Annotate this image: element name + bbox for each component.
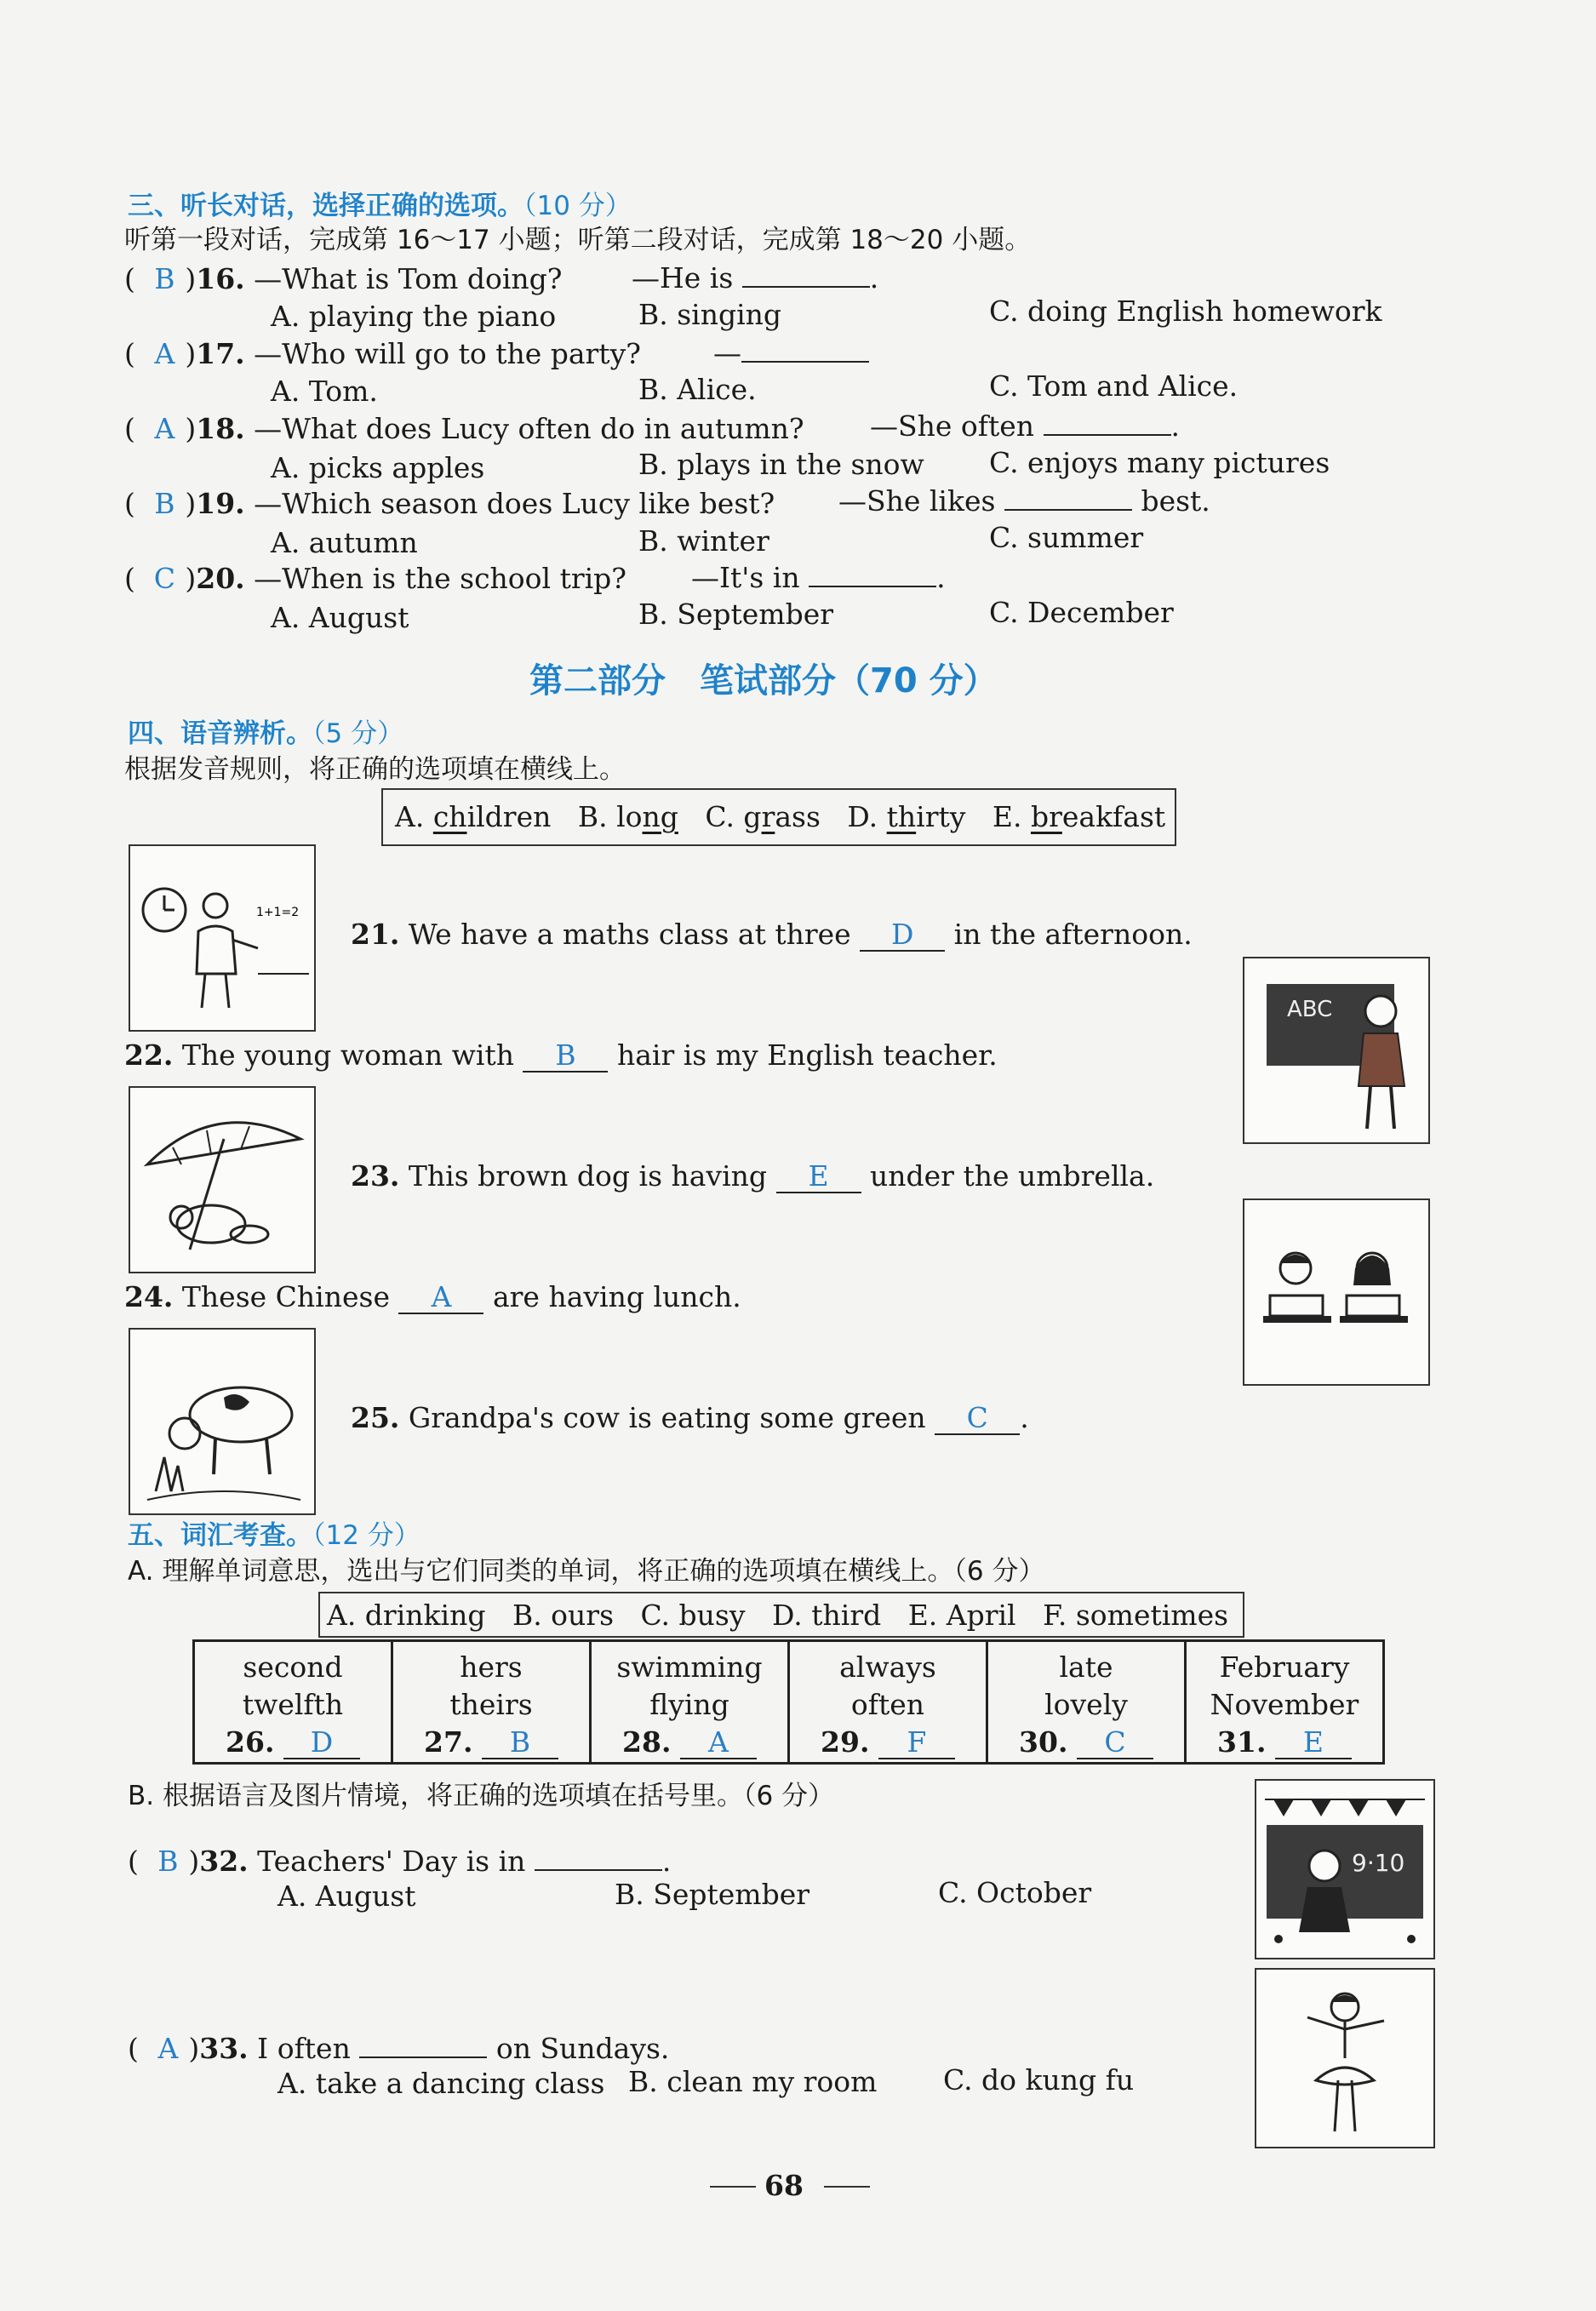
page-number-dash-left (710, 2186, 756, 2188)
vocab-cell-26: second twelfth 26. D (194, 1641, 392, 1764)
section5-part-b: B. 根据语言及图片情境，将正确的选项填在括号里。（6 分） (128, 1781, 835, 1811)
q33-option-c: C. do kung fu (943, 2063, 1135, 2096)
vocab-options-box (318, 1592, 1244, 1638)
section4-title: 四、语音辨析。（5 分） (128, 718, 404, 749)
children-lunch-drawing (1244, 1200, 1428, 1384)
picture-teacher-board (1243, 957, 1430, 1144)
picture-dog-umbrella (129, 1086, 316, 1273)
picture-dancer (1255, 1968, 1435, 2148)
listening-q19: ( B )19. —Which season does Lucy like best? (124, 487, 775, 520)
vocab-cell-27: hers theirs 27. B (392, 1641, 591, 1764)
answer-blank[interactable] (1004, 483, 1132, 511)
teacher-clock-drawing (130, 846, 314, 1030)
phonics-q25: 25. Grandpa's cow is eating some green C . (351, 1401, 1029, 1434)
answer-blank[interactable] (742, 260, 870, 288)
q33-option-b: B. clean my room (628, 2065, 878, 2098)
listening-q17: ( A )17. —Who will go to the party? (124, 337, 641, 370)
listening-q18: ( A )18. —What does Lucy often do in autumn? (124, 412, 804, 445)
q17-option-a: A. Tom. (271, 375, 378, 408)
q18-option-a: A. picks apples (271, 451, 485, 484)
q17-option-b: B. Alice. (638, 373, 757, 406)
phonics-q22: 22. The young woman with B hair is my English teacher. (124, 1038, 998, 1072)
answer-blank[interactable] (1044, 409, 1171, 436)
q32-option-c: C. October (938, 1876, 1092, 1909)
vocab-cell-28: swimming flying 28. A (591, 1641, 789, 1764)
q20-option-a: A. August (271, 601, 409, 634)
board-letters: ABC (1287, 997, 1333, 1022)
page-number: 68 (764, 2169, 804, 2202)
phonics-option-b: B. long (577, 800, 678, 833)
listening-q19-reply: —She likes best. (838, 484, 1210, 518)
page-number-dash-right (824, 2186, 870, 2188)
phonics-q23: 23. This brown dog is having E under the umbrella. (351, 1159, 1155, 1193)
vocab-options (327, 1599, 1228, 1633)
section5-part-a: A. 理解单词意思，选出与它们同类的单词，将正确的选项填在横线上。（6 分） (128, 1556, 1045, 1587)
vocab-cell-30: late lovely 30. C (987, 1641, 1186, 1764)
listening-q20: ( C )20. —When is the school trip? (124, 562, 626, 595)
section4-instruction: 根据发音规则，将正确的选项填在横线上。 (124, 754, 626, 785)
listening-q17-reply: — (713, 335, 869, 370)
phonics-option-d: D. thirty (847, 800, 966, 833)
vocab-option-c: C. busy (640, 1599, 746, 1632)
section5-title: 五、词汇考查。（12 分） (128, 1520, 420, 1551)
q19-option-c: C. summer (989, 521, 1144, 554)
q18-option-c: C. enjoys many pictures (989, 446, 1330, 479)
vocab-table (192, 1639, 1385, 1765)
dancer-drawing (1256, 1970, 1433, 2147)
q18-option-b: B. plays in the snow (638, 448, 924, 481)
vocab-cell-31: February November 31. E (1186, 1641, 1384, 1764)
q19-option-b: B. winter (638, 524, 769, 558)
answer-blank[interactable] (741, 335, 869, 363)
listening-q18-reply: —She often . (870, 409, 1181, 443)
board-date: 9·10 (1352, 1849, 1405, 1877)
q20-option-c: C. December (989, 596, 1174, 629)
vocab-option-e: E. April (907, 1599, 1016, 1632)
vocab-option-b: B. ours (512, 1599, 614, 1632)
listening-q20-reply: —It's in . (691, 561, 946, 594)
phonics-options (395, 800, 1165, 834)
vocab-cell-29: always often 29. F (789, 1641, 987, 1764)
teachers-day-drawing (1256, 1781, 1433, 1958)
vocab-option-a: A. drinking (327, 1599, 486, 1632)
teacher-board-drawing (1244, 958, 1428, 1142)
q16-option-a: A. playing the piano (271, 300, 557, 333)
q32-option-b: B. September (615, 1878, 810, 1911)
q33-option-a: A. take a dancing class (277, 2067, 605, 2100)
listening-q16: ( B )16. —What is Tom doing? (124, 262, 563, 295)
q16-option-b: B. singing (638, 298, 782, 331)
picture-teachers-day (1255, 1779, 1435, 1959)
answer-blank[interactable] (359, 2031, 487, 2058)
q20-option-b: B. September (638, 598, 834, 631)
section3-title: 三、听长对话，选择正确的选项。（10 分） (128, 191, 632, 221)
phonics-q24: 24. These Chinese A are having lunch. (124, 1280, 741, 1313)
q19-option-a: A. autumn (271, 526, 418, 559)
phonics-option-a: A. children (395, 800, 552, 833)
section3-instruction: 听第一段对话，完成第 16～17 小题；听第二段对话，完成第 18～20 小题。 (124, 225, 1032, 255)
phonics-option-c: C. grass (705, 800, 821, 833)
dog-umbrella-drawing (130, 1088, 314, 1272)
picture-children-lunch (1243, 1198, 1430, 1386)
situational-q33: ( A )33. I often on Sundays. (128, 2032, 670, 2065)
q32-option-a: A. August (277, 1879, 416, 1913)
answer-blank[interactable] (535, 1844, 662, 1871)
phonics-q21: 21. We have a maths class at three D in the afternoon. (351, 918, 1193, 951)
picture-teacher-clock (129, 844, 316, 1032)
q16-option-c: C. doing English homework (989, 295, 1382, 328)
picture-cow-grass (129, 1328, 316, 1515)
part2-title: 第二部分 笔试部分（70 分） (529, 661, 998, 701)
board-equation: 1+1=2 (256, 906, 300, 919)
situational-q32: ( B )32. Teachers' Day is in . (128, 1845, 672, 1878)
vocab-row (194, 1641, 1384, 1764)
vocab-option-f: F. sometimes (1043, 1599, 1229, 1632)
cow-grass-drawing (130, 1330, 314, 1513)
vocab-option-d: D. third (771, 1599, 882, 1632)
phonics-options-box (381, 788, 1176, 846)
q17-option-c: C. Tom and Alice. (989, 369, 1238, 403)
phonics-option-e: E. breakfast (992, 800, 1166, 833)
answer-blank[interactable] (809, 560, 936, 587)
listening-q16-reply: —He is . (632, 261, 879, 295)
